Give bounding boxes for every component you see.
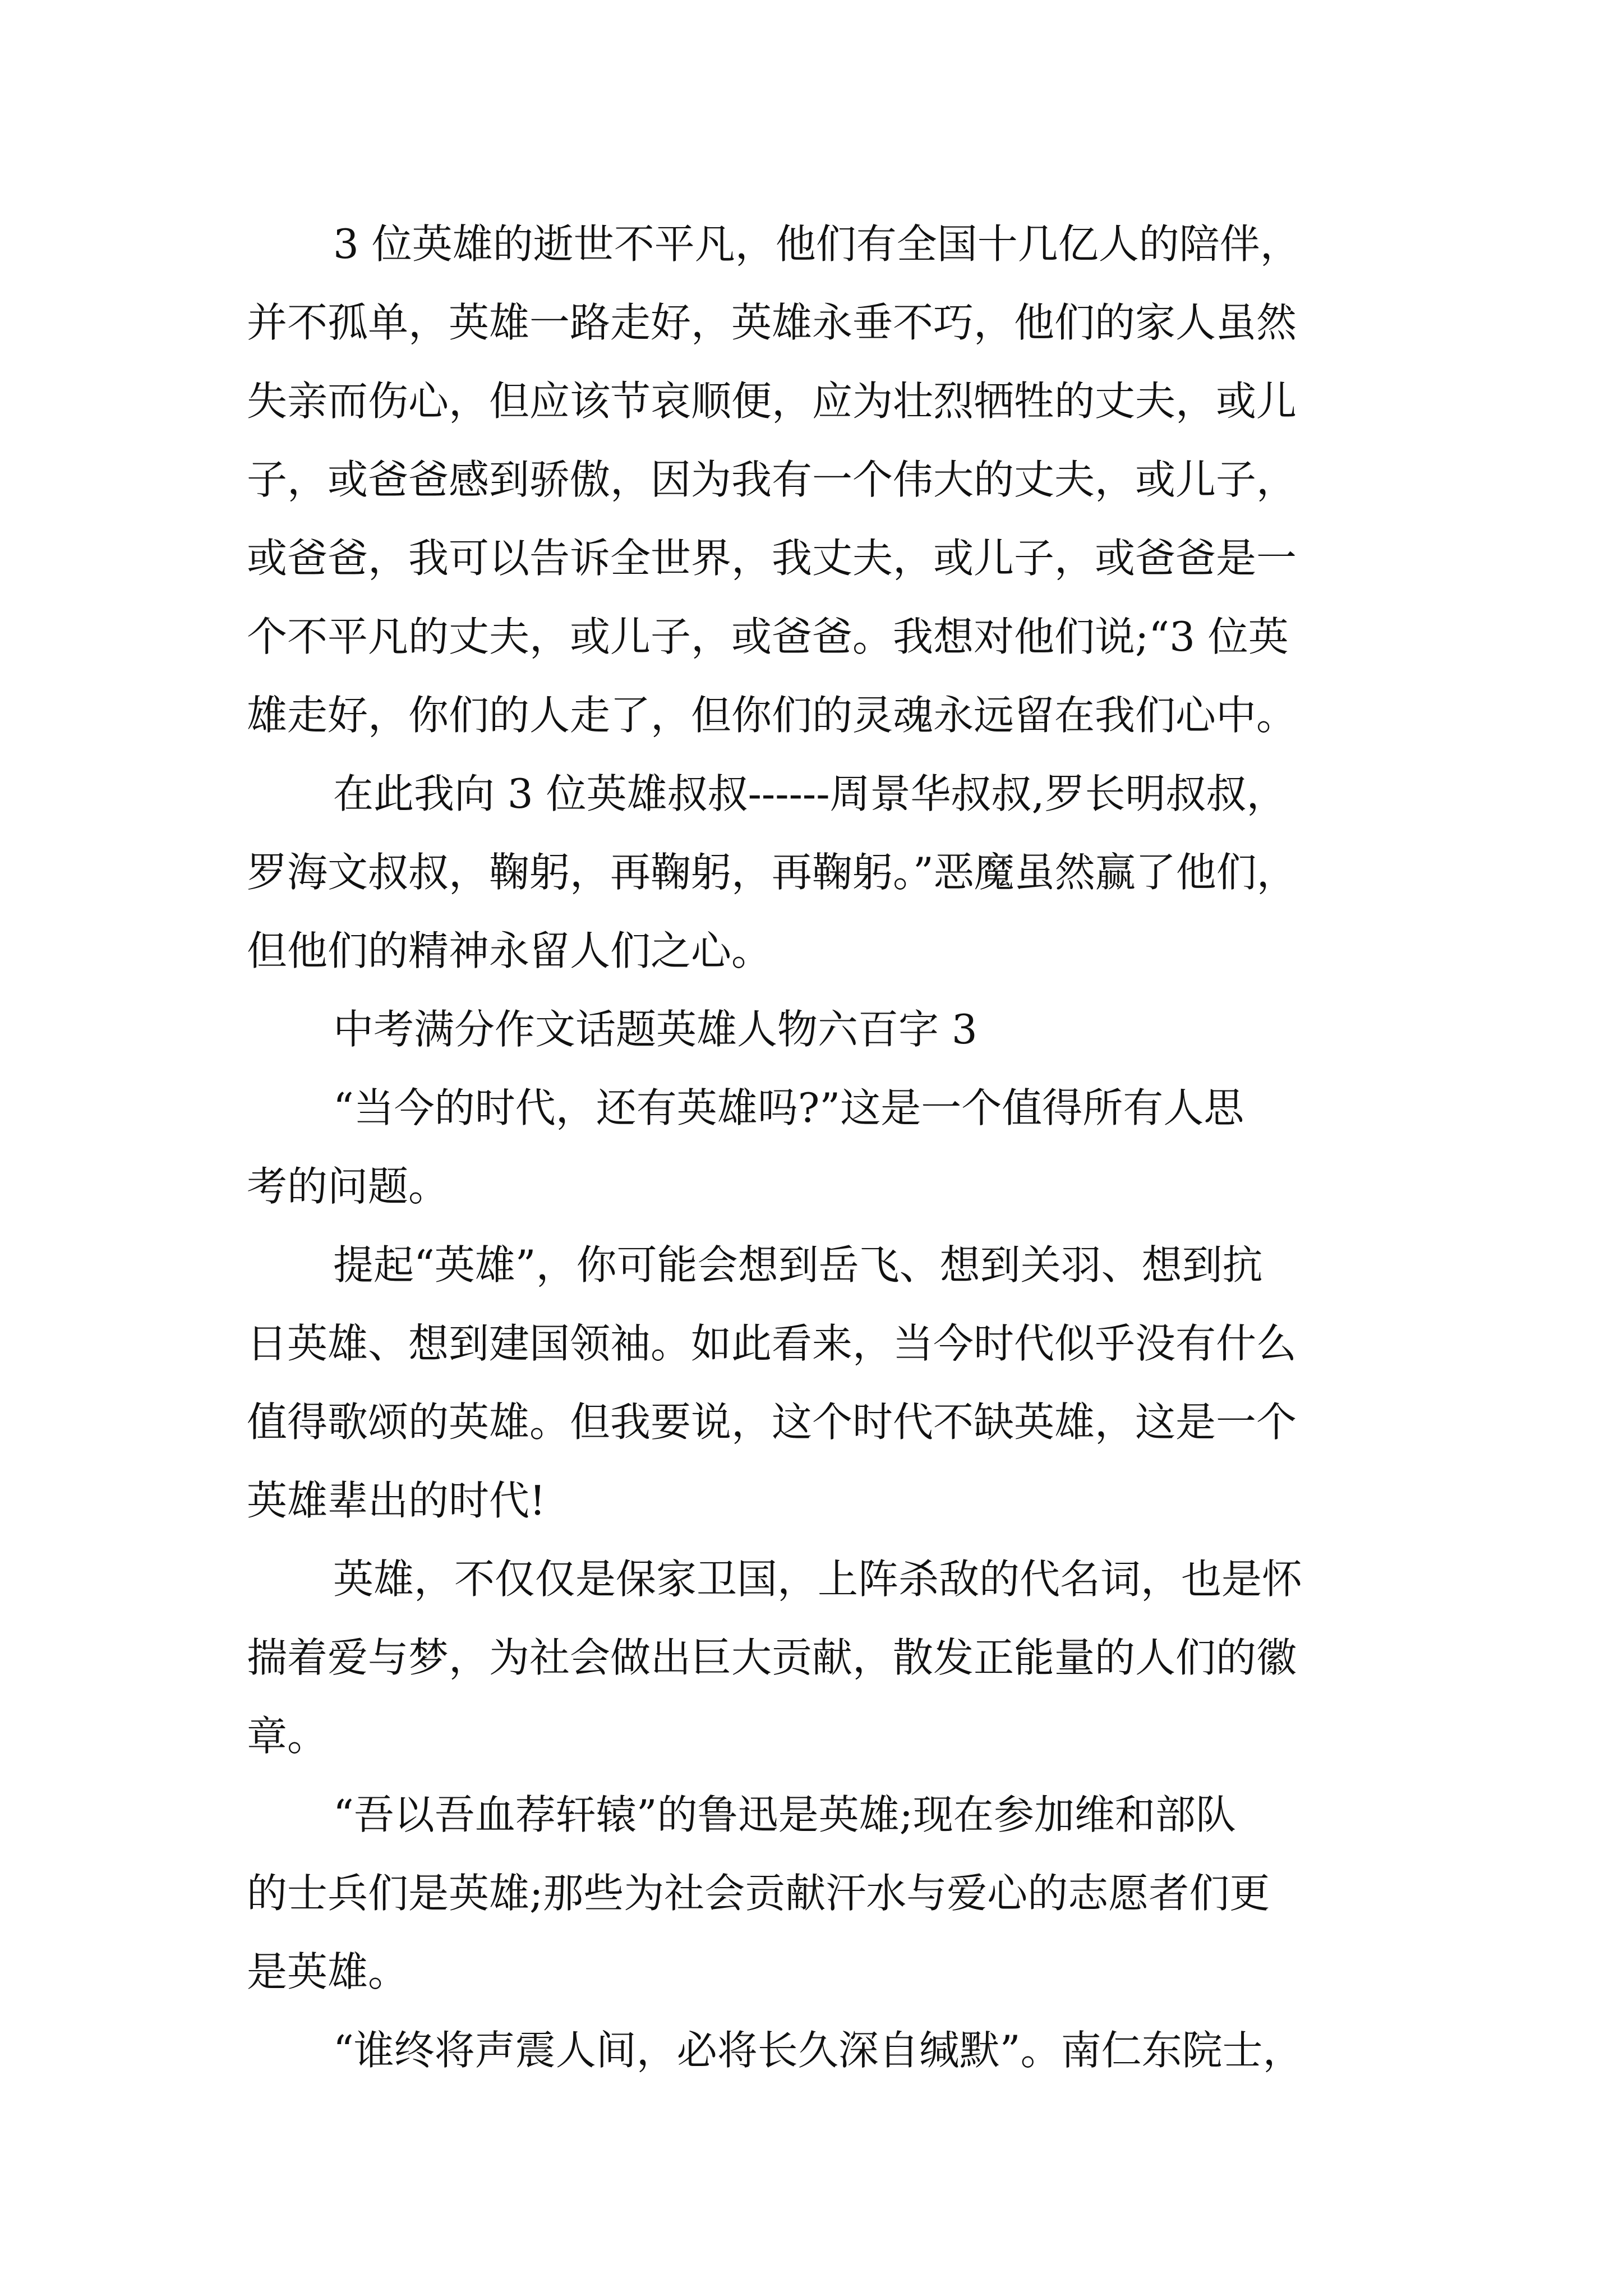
text-line: 揣着爱与梦，为社会做出巨大贡献，散发正能量的人们的徽 [247,1634,1297,1681]
text-line: 雄走好，你们的人走了，但你们的灵魂永远留在我们心中。 [247,692,1297,739]
text-line: 章。 [247,1713,328,1760]
text-line: “吾以吾血荐轩辕”的鲁迅是英雄;现在参加维和部队 [333,1791,1236,1838]
text-line: 提起“英雄”，你可能会想到岳飞、想到关羽、想到抗 [333,1241,1263,1289]
text-line: “谁终将声震人间，必将长久深自缄默”。南仁东院士， [333,2027,1303,2074]
text-line: 英雄辈出的时代! [247,1477,546,1524]
text-line: 日英雄、想到建国领袖。如此看来，当今时代似乎没有什么 [247,1320,1297,1367]
text-line: 值得歌颂的英雄。但我要说，这个时代不缺英雄，这是一个 [247,1398,1297,1446]
text-line: 并不孤单，英雄一路走好，英雄永垂不巧，他们的家人虽然 [247,299,1297,346]
text-line: 个不平凡的丈夫，或儿子，或爸爸。我想对他们说;“3 位英 [247,613,1289,660]
text-line: 子，或爸爸感到骄傲，因为我有一个伟大的丈夫，或儿子， [247,456,1297,503]
text-line: 但他们的精神永留人们之心。 [247,927,772,974]
text-line: “当今的时代，还有英雄吗?”这是一个值得所有人思 [333,1084,1244,1131]
text-line: 罗海文叔叔，鞠躬，再鞠躬，再鞠躬。”恶魔虽然赢了他们， [247,849,1297,896]
text-line: 或爸爸，我可以告诉全世界，我丈夫，或儿子，或爸爸是一 [247,535,1297,582]
text-line: 的士兵们是英雄;那些为社会贡献汗水与爱心的志愿者们更 [247,1870,1270,1917]
text-line: 失亲而伤心，但应该节哀顺便，应为壮烈牺牲的丈夫，或儿 [247,378,1297,425]
text-line: 考的问题。 [247,1163,449,1210]
text-line: 英雄，不仅仅是保家卫国，上阵杀敌的代名词，也是怀 [333,1556,1303,1603]
section-heading: 中考满分作文话题英雄人物六百字 3 [333,1006,978,1053]
text-line: 在此我向 3 位英雄叔叔------周景华叔叔,罗长明叔叔， [333,770,1287,817]
text-line: 3 位英雄的逝世不平凡，他们有全国十几亿人的陪伴， [333,220,1301,268]
text-line: 是英雄。 [247,1948,409,1995]
